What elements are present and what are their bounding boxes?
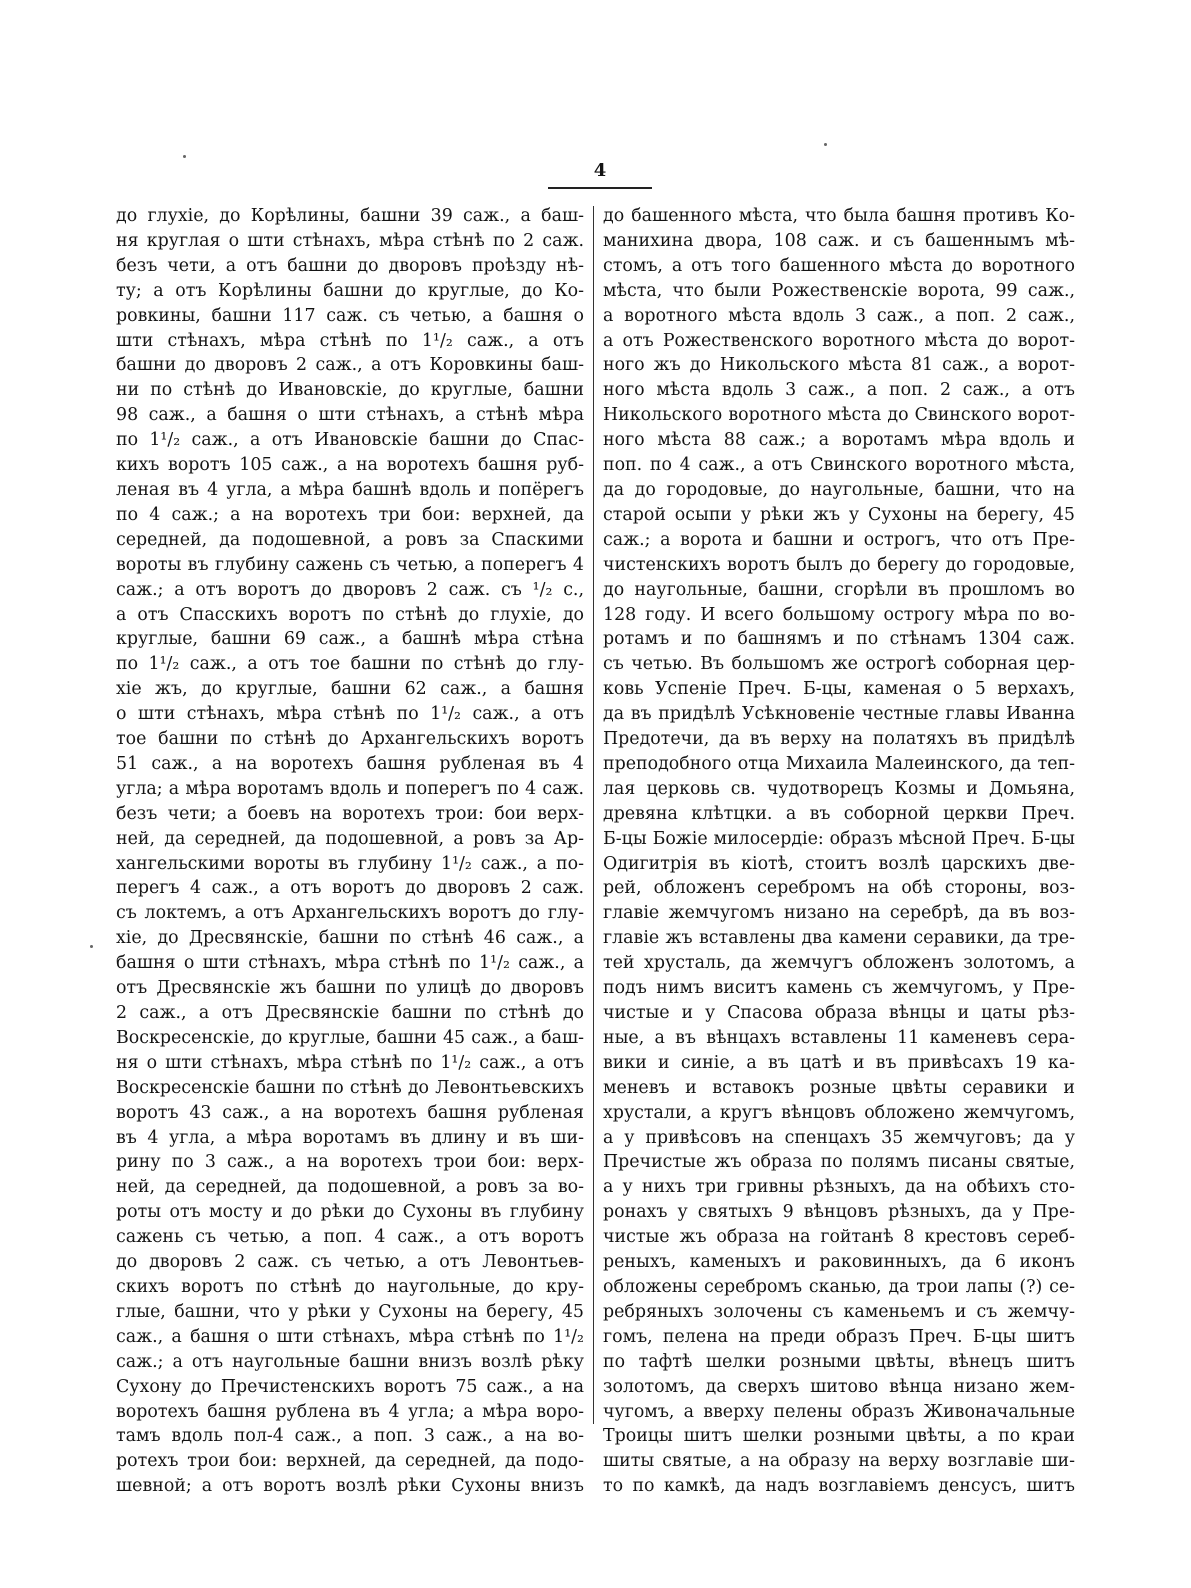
text-line: меневъ и вставокъ розные цвѣты серавики и (603, 1077, 1075, 1098)
text-line: ровкины, башни 117 саж. съ четью, а башня о (116, 305, 584, 326)
text-line: Сухону до Пречистенскихъ воротъ 75 саж., а на (116, 1376, 584, 1397)
text-line: кихъ воротъ 105 саж., а на воротехъ башня руб- (116, 455, 584, 476)
text-line: вики и синіе, а въ цатѣ и въ привѣсахъ 19 ка- (603, 1052, 1075, 1073)
text-line: роты отъ мосту и до рѣки до Сухоны въ глубину (116, 1202, 584, 1223)
text-line: Одигитрія въ кіотѣ, стоитъ возлѣ царскихъ две- (603, 853, 1075, 874)
text-line: то по камкѣ, да надъ возглавіемъ денсусъ, шитъ (603, 1476, 1075, 1497)
text-line: золотомъ, да сверхъ шитово вѣнца низано жем- (603, 1376, 1075, 1397)
text-line: древяна клѣтцки. а въ соборной церкви Преч. (603, 803, 1075, 824)
text-line: тое башни по стѣнѣ до Архангельскихъ воротъ (116, 729, 584, 750)
text-line: а у нихъ три гривны рѣзныхъ, да на обѣихъ сто- (603, 1177, 1075, 1198)
text-line: ту; а отъ Корѣлины башни до круглые, до Ко- (116, 280, 584, 301)
text-line: рину по 3 саж., а на воротехъ трои бои: верх- (116, 1152, 584, 1173)
text-line: до дворовъ 2 саж. съ четью, а отъ Левонтьев- (116, 1252, 584, 1273)
text-line: башня о шти стѣнахъ, мѣра стѣнѣ по 1¹/₂ саж., а (116, 953, 584, 974)
text-line: по 1¹/₂ саж., а отъ Ивановскіе башни до Спас- (116, 430, 584, 451)
text-line: Б-цы Божіе милосердіе: образъ мѣсной Преч. Б-цы (603, 828, 1075, 849)
text-line: Воскресенскіе, до круглые, башни 45 саж., а баш- (116, 1027, 584, 1048)
text-line: ребряныхъ золочены съ каменьемъ и съ жемчу- (603, 1301, 1075, 1322)
text-line: тамъ вдоль пол-4 саж., а поп. 3 саж., а на во- (116, 1426, 584, 1447)
text-line: перегъ 4 саж., а отъ воротъ до дворовъ 2 саж. (116, 878, 584, 899)
text-line: гомъ, пелена на преди образъ Преч. Б-цы шитъ (603, 1326, 1075, 1347)
text-line: ного мѣста 88 саж.; а воротамъ мѣра вдоль и (603, 430, 1075, 451)
text-line: воротехъ башня рублена въ 4 угла; а мѣра воро- (116, 1401, 584, 1422)
text-line: 128 году. И всего большому острогу мѣра по во- (603, 604, 1075, 625)
text-line: ротехъ трои бои: верхней, да середней, да подо- (116, 1451, 584, 1472)
text-line: 51 саж., а на воротехъ башня рубленая въ 4 (116, 753, 584, 774)
text-line: хангельскими вороты въ глубину 1¹/₂ саж., а по- (116, 853, 584, 874)
text-line: шевной; а отъ воротъ возлѣ рѣки Сухоны внизъ (116, 1476, 584, 1497)
text-line: мѣста, что были Рожественскіе ворота, 99 саж., (603, 280, 1075, 301)
text-line: а отъ Спасскихъ воротъ по стѣнѣ до глухіе, до (116, 604, 584, 625)
text-line: чистенскихъ воротъ былъ до берегу до городовые, (603, 554, 1075, 575)
column-divider (593, 206, 594, 1424)
text-line: ного мѣста вдоль 3 саж., а поп. 2 саж., а отъ (603, 380, 1075, 401)
text-line: чистые и у Спасова образа вѣнцы и цаты рѣз- (603, 1003, 1075, 1023)
text-line: Воскресенскіе башни по стѣнѣ до Левонтьевскихъ (116, 1077, 584, 1098)
text-line: ни по стѣнѣ до Ивановскіе, до круглые, башни (116, 380, 584, 401)
text-line: круглые, башни 69 саж., а башнѣ мѣра стѣна (116, 629, 584, 650)
text-line: съ локтемъ, а отъ Архангельскихъ воротъ до глу- (116, 903, 584, 924)
scan-speck (824, 143, 827, 146)
text-line: шти стѣнахъ, мѣра стѣнѣ по 1¹/₂ саж., а отъ (116, 330, 584, 351)
text-line: воротъ 43 саж., а на воротехъ башня рубленая (116, 1102, 584, 1123)
scan-speck (90, 945, 93, 948)
text-line: хіе, до Дресвянскіе, башни по стѣнѣ 46 саж., а (116, 928, 584, 949)
text-line: до глухіе, до Корѣлины, башни 39 саж., а баш- (116, 206, 584, 226)
text-line: съ четью. Въ большомъ же острогѣ соборная цер- (603, 654, 1075, 675)
text-line: по тафтѣ шелки розными цвѣты, вѣнецъ шитъ (603, 1351, 1075, 1372)
text-line: 98 саж., а башня о шти стѣнахъ, а стѣнѣ мѣра (116, 405, 584, 426)
text-line: Пречистые жъ образа по полямъ писаны святые, (603, 1152, 1075, 1173)
text-line: чугомъ, а вверху пелены образъ Живоначальные (603, 1401, 1075, 1422)
text-line: о шти стѣнахъ, мѣра стѣнѣ по 1¹/₂ саж., а отъ (116, 704, 584, 725)
text-line: а у привѣсовъ на спенцахъ 35 жемчуговъ; да у (603, 1127, 1075, 1148)
text-line: стомъ, а отъ того башенного мѣста до воротного (603, 255, 1075, 276)
scan-speck (183, 155, 186, 158)
text-line: ней, да середней, да подошевной, а ровъ за во- (116, 1177, 584, 1198)
text-line: поп. по 4 саж., а отъ Свинского воротного мѣста, (603, 455, 1075, 476)
text-line: безъ чети; а боевъ на воротехъ трои: бои верх- (116, 803, 584, 824)
text-line: середней, да подошевной, а ровъ за Спаскими (116, 529, 584, 550)
header-rule (548, 187, 652, 189)
text-line: Троицы шитъ шелки розными цвѣты, а по краи (603, 1426, 1075, 1447)
text-line: чистые жъ образа на гойтанѣ 8 крестовъ сереб- (603, 1227, 1075, 1248)
text-line: ня о шти стѣнахъ, мѣра стѣнѣ по 1¹/₂ саж., а отъ (116, 1052, 584, 1073)
page-number: 4 (593, 160, 607, 181)
text-line: старой осыпи у рѣки жъ у Сухоны на берегу, 45 (603, 504, 1075, 525)
text-line: а отъ Рожественского воротного мѣста до ворот- (603, 330, 1075, 351)
text-line: хіе жъ, до круглые, башни 62 саж., а башня (116, 679, 584, 700)
left-text-column (116, 204, 584, 1497)
text-line: въ 4 угла, а мѣра воротамъ въ длину и въ ши- (116, 1127, 584, 1148)
text-line: подъ нимъ виситъ камень съ жемчугомъ, у Пре- (603, 978, 1075, 999)
text-line: безъ чети, а отъ башни до дворовъ проѣзду нѣ- (116, 255, 584, 276)
text-line: ронахъ у святыхъ 9 вѣнцовъ рѣзныхъ, да у Пре- (603, 1202, 1075, 1223)
text-line: хрустали, а кругъ вѣнцовъ обложено жемчугомъ, (603, 1102, 1075, 1123)
text-line: главіе жемчугомъ низано на серебрѣ, да въ воз- (603, 903, 1075, 924)
text-line: манихина двора, 108 саж. и съ башеннымъ мѣ- (603, 230, 1075, 251)
text-line: скихъ воротъ по стѣнѣ до наугольные, до кру- (116, 1276, 584, 1297)
text-line: главіе жъ вставлены два камени серавики, да тре- (603, 928, 1075, 949)
text-line: рей, обложенъ серебромъ на обѣ стороны, воз- (603, 878, 1075, 899)
text-line: тей хрусталь, да жемчугъ обложенъ золотомъ, а (603, 953, 1075, 974)
text-line: отъ Дресвянскіе жъ башни по улицѣ до дворовъ (116, 978, 584, 999)
right-text-column (603, 204, 1075, 1497)
text-line: реныхъ, каменыхъ и раковинныхъ, да 6 иконъ (603, 1252, 1075, 1273)
text-line: обложены серебромъ сканью, да трои лапы (?) се- (603, 1276, 1075, 1297)
text-line: Никольского воротного мѣста до Свинского ворот- (603, 405, 1075, 426)
text-line: по 1¹/₂ саж., а отъ тое башни по стѣнѣ до глу- (116, 654, 584, 675)
text-line: угла; а мѣра воротамъ вдоль и поперегъ по 4 саж. (116, 778, 584, 799)
text-line: а воротного мѣста вдоль 3 саж., а поп. 2 саж., (603, 305, 1075, 326)
text-line: ротамъ и по башнямъ и по стѣнамъ 1304 саж. (603, 629, 1075, 650)
text-line: Предотечи, да въ верху на полатяхъ въ придѣлѣ (603, 729, 1075, 750)
text-line: да до городовые, до наугольные, башни, что на (603, 479, 1075, 500)
text-line: лая церковь св. чудотворецъ Козмы и Домьяна, (603, 778, 1075, 799)
text-line: башни до дворовъ 2 саж., а отъ Коровкины баш- (116, 355, 584, 376)
text-line: преподобного отца Михаила Малеинского, да теп- (603, 753, 1075, 774)
text-line: глые, башни, что у рѣки у Сухоны на берегу, 45 (116, 1301, 584, 1322)
text-line: до наугольные, башни, сгорѣли въ прошломъ во (603, 579, 1075, 600)
text-line: саж.; а отъ наугольные башни внизъ возлѣ рѣку (116, 1351, 584, 1372)
text-line: ные, а въ вѣнцахъ вставлены 11 каменевъ сера- (603, 1027, 1075, 1048)
text-line: ней, да середней, да подошевной, а ровъ за Ар- (116, 828, 584, 849)
text-line: до башенного мѣста, что была башня противъ Ко- (603, 206, 1075, 226)
text-line: шиты святые, а на образу на верху возглавіе ши- (603, 1451, 1075, 1472)
text-line: саж.; а отъ воротъ до дворовъ 2 саж. съ ¹/₂ с., (116, 579, 584, 600)
text-line: 2 саж., а отъ Дресвянскіе башни по стѣнѣ до (116, 1003, 584, 1023)
text-line: по 4 саж.; а на воротехъ три бои: верхней, да (116, 504, 584, 525)
text-line: леная въ 4 угла, а мѣра башнѣ вдоль и попёрегъ (116, 479, 584, 500)
text-line: сажень съ четью, а поп. 4 саж., а отъ воротъ (116, 1227, 584, 1248)
text-line: ковь Успеніе Преч. Б-цы, каменая о 5 верхахъ, (603, 679, 1075, 700)
text-line: да въ придѣлѣ Усѣкновеніе честные главы Иванна (603, 704, 1075, 725)
text-line: саж.; а ворота и башни и острогъ, что отъ Пре- (603, 529, 1075, 550)
text-line: ня круглая о шти стѣнахъ, мѣра стѣнѣ по 2 саж. (116, 230, 584, 251)
text-line: вороты въ глубину сажень съ четью, а поперегъ 4 (116, 554, 584, 575)
text-line: ного жъ до Никольского мѣста 81 саж., а ворот- (603, 355, 1075, 376)
text-line: саж., а башня о шти стѣнахъ, мѣра стѣнѣ по 1¹/₂ (116, 1326, 584, 1347)
